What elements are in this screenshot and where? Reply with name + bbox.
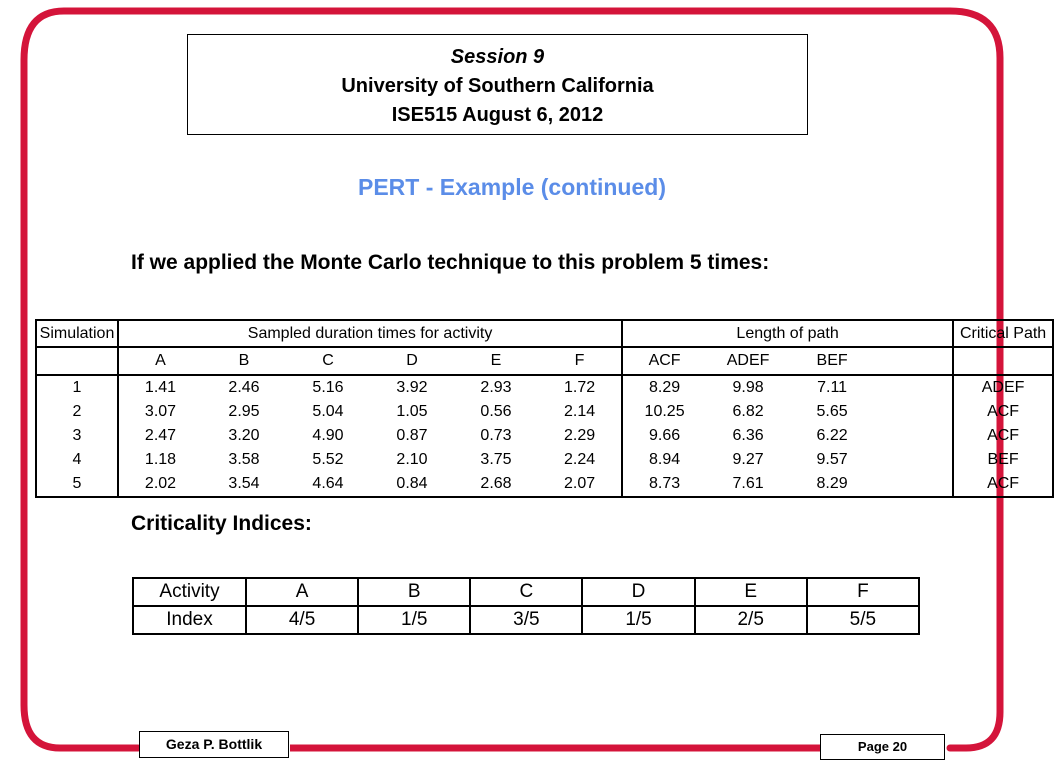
path-header: ACF bbox=[622, 347, 706, 375]
duration-cell: 1.18 bbox=[144, 451, 177, 468]
path-length-cell: 5.65 bbox=[816, 403, 848, 420]
blank-cell bbox=[874, 472, 953, 497]
slide-title: PERT - Example (continued) bbox=[358, 174, 666, 200]
duration-cell: 5.52 bbox=[312, 451, 344, 468]
path-length-cell: 6.22 bbox=[816, 427, 848, 444]
simulation-header: Simulation bbox=[36, 320, 118, 347]
blank-header-cell bbox=[874, 347, 953, 375]
duration-cell: 2.10 bbox=[396, 451, 428, 468]
path-header: BEF bbox=[790, 347, 874, 375]
critical-path-cell: ACF bbox=[953, 424, 1053, 448]
critical-path-cell: ACF bbox=[953, 472, 1053, 497]
critical-path-cell: ACF bbox=[953, 400, 1053, 424]
simulation-number: 5 bbox=[36, 472, 118, 497]
activity-header: B bbox=[202, 347, 286, 375]
duration-cell: 0.87 bbox=[396, 427, 428, 444]
duration-cell: 1.72 bbox=[538, 375, 622, 400]
blank-header-cell bbox=[36, 347, 118, 375]
index-cell: 3/5 bbox=[470, 606, 582, 634]
critical-path-cell: BEF bbox=[953, 448, 1053, 472]
duration-cell: 1.05 bbox=[396, 403, 428, 420]
criticality-heading: Criticality Indices: bbox=[131, 512, 312, 535]
duration-cell: 0.84 bbox=[370, 472, 454, 497]
path-length-cell: 9.66 bbox=[649, 427, 681, 444]
duration-cell: 2.46 bbox=[228, 379, 260, 396]
duration-cell: 2.24 bbox=[538, 448, 622, 472]
simulation-number: 3 bbox=[36, 424, 118, 448]
column-header-row bbox=[36, 347, 1053, 375]
simulation-row bbox=[36, 472, 1053, 497]
activity-header: C bbox=[286, 347, 370, 375]
activity-cell: E bbox=[695, 578, 807, 606]
criticality-table bbox=[132, 577, 920, 635]
path-length-cell: 9.27 bbox=[732, 451, 764, 468]
index-cell: 1/5 bbox=[358, 606, 470, 634]
duration-cell: 0.73 bbox=[480, 427, 512, 444]
critical-path-cell: ADEF bbox=[953, 375, 1053, 400]
activity-cell: D bbox=[582, 578, 694, 606]
path-length-cell: 8.29 bbox=[649, 379, 681, 396]
duration-cell: 2.29 bbox=[538, 424, 622, 448]
path-length-cell: 10.25 bbox=[644, 403, 685, 420]
duration-cell: 4.90 bbox=[312, 427, 344, 444]
course-date: ISE515 August 6, 2012 bbox=[391, 104, 604, 126]
blank-cell bbox=[874, 375, 953, 400]
duration-cell: 0.56 bbox=[480, 403, 512, 420]
group-header-row bbox=[36, 320, 1053, 347]
author-footer: Geza P. Bottlik bbox=[139, 731, 289, 758]
duration-cell: 2.93 bbox=[480, 379, 512, 396]
index-label: Index bbox=[133, 606, 246, 634]
activity-header: E bbox=[454, 347, 538, 375]
path-length-cell: 9.98 bbox=[732, 379, 764, 396]
duration-cell: 4.64 bbox=[286, 472, 370, 497]
simulation-row bbox=[36, 448, 1053, 472]
path-length-cell: 9.57 bbox=[816, 451, 848, 468]
duration-cell: 3.75 bbox=[480, 451, 512, 468]
activity-cell: F bbox=[807, 578, 919, 606]
duration-cell: 3.92 bbox=[396, 379, 428, 396]
session-label: Session 9 bbox=[450, 46, 545, 68]
page-number: Page 20 bbox=[820, 734, 945, 760]
simulation-row bbox=[36, 424, 1053, 448]
duration-cell: 3.20 bbox=[228, 427, 260, 444]
activity-row bbox=[133, 578, 919, 606]
path-length-cell: 7.61 bbox=[706, 472, 790, 497]
duration-cell: 3.54 bbox=[202, 472, 286, 497]
simulation-number: 1 bbox=[36, 375, 118, 400]
intro-text: If we applied the Monte Carlo technique to this problem 5 times: bbox=[131, 251, 770, 274]
blank-header-cell bbox=[953, 347, 1053, 375]
path-header: ADEF bbox=[706, 347, 790, 375]
duration-cell: 2.95 bbox=[228, 403, 260, 420]
duration-cell: 1.41 bbox=[144, 379, 177, 396]
critical-path-header: Critical Path bbox=[953, 320, 1053, 347]
duration-cell: 2.07 bbox=[538, 472, 622, 497]
index-cell: 2/5 bbox=[695, 606, 807, 634]
sampled-header: Sampled duration times for activity bbox=[118, 320, 622, 347]
path-length-cell: 6.82 bbox=[732, 403, 764, 420]
length-header: Length of path bbox=[622, 320, 953, 347]
duration-cell: 2.02 bbox=[118, 472, 202, 497]
activity-label: Activity bbox=[133, 578, 246, 606]
simulation-number: 2 bbox=[36, 400, 118, 424]
activity-cell: B bbox=[358, 578, 470, 606]
path-length-cell: 8.94 bbox=[649, 451, 681, 468]
activity-header: A bbox=[118, 347, 202, 375]
simulation-number: 4 bbox=[36, 448, 118, 472]
path-length-cell: 8.29 bbox=[790, 472, 874, 497]
index-cell: 5/5 bbox=[807, 606, 919, 634]
duration-cell: 2.14 bbox=[538, 400, 622, 424]
activity-cell: A bbox=[246, 578, 358, 606]
path-length-cell: 8.73 bbox=[622, 472, 706, 497]
header-box bbox=[187, 34, 808, 135]
blank-cell bbox=[874, 400, 953, 424]
blank-cell bbox=[874, 448, 953, 472]
blank-cell bbox=[874, 424, 953, 448]
simulation-row bbox=[36, 400, 1053, 424]
duration-cell: 3.07 bbox=[144, 403, 177, 420]
university-name: University of Southern California bbox=[341, 75, 654, 97]
index-cell: 1/5 bbox=[582, 606, 694, 634]
activity-header: F bbox=[538, 347, 622, 375]
path-length-cell: 7.11 bbox=[817, 379, 848, 396]
index-cell: 4/5 bbox=[246, 606, 358, 634]
duration-cell: 2.68 bbox=[454, 472, 538, 497]
duration-cell: 5.04 bbox=[312, 403, 344, 420]
index-row bbox=[133, 606, 919, 634]
duration-cell: 2.47 bbox=[144, 427, 177, 444]
duration-cell: 5.16 bbox=[312, 379, 344, 396]
simulation-row bbox=[36, 375, 1053, 400]
duration-cell: 3.58 bbox=[228, 451, 260, 468]
simulation-table bbox=[35, 319, 1054, 498]
activity-header: D bbox=[370, 347, 454, 375]
path-length-cell: 6.36 bbox=[732, 427, 764, 444]
activity-cell: C bbox=[470, 578, 582, 606]
